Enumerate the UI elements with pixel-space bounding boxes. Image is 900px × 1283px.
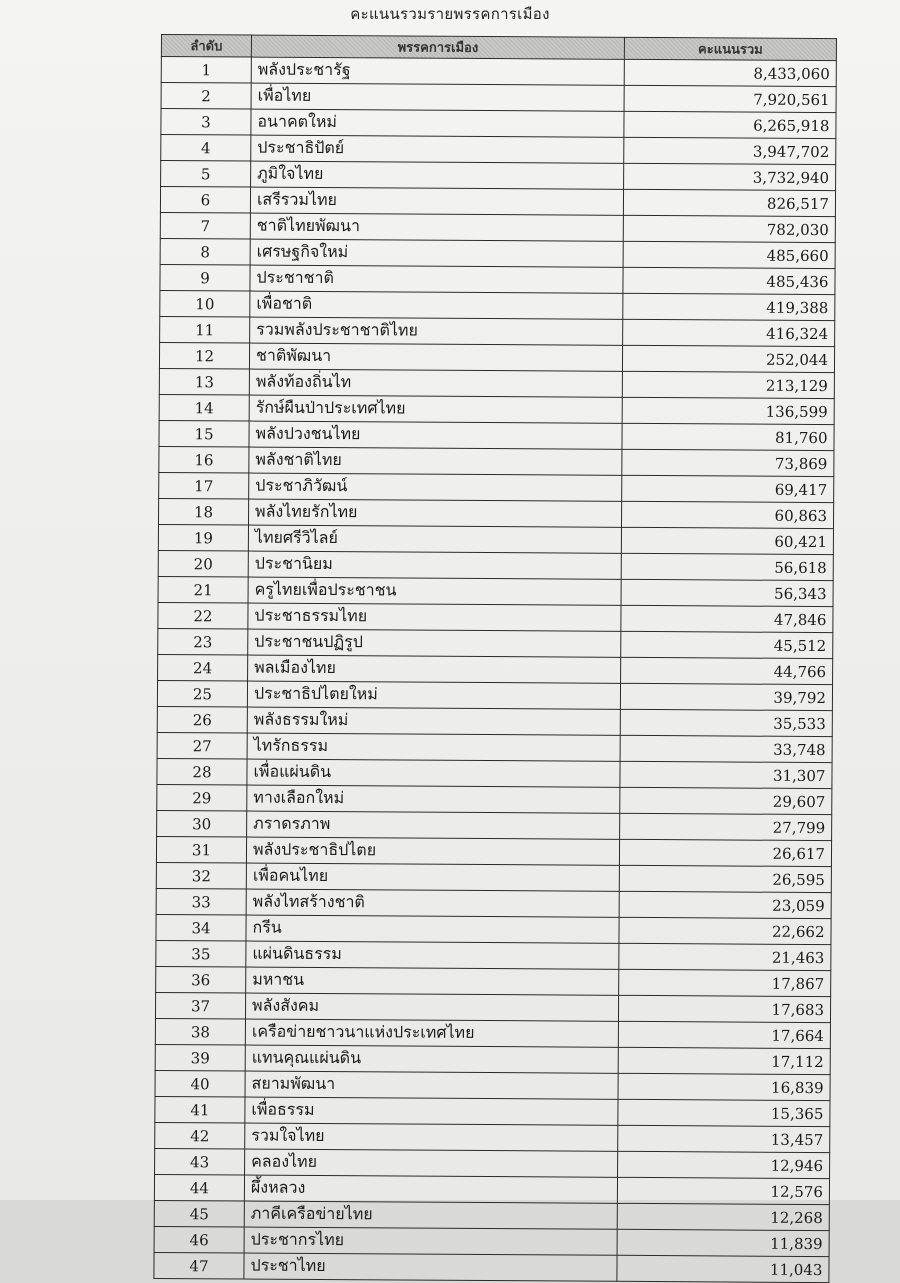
- rank-cell: 15: [159, 420, 249, 447]
- table-row: [155, 1044, 830, 1074]
- votes-cell: 3,947,702: [624, 137, 836, 164]
- table-row: [156, 914, 831, 944]
- votes-cell: 12,268: [617, 1203, 829, 1230]
- votes-cell: 23,059: [619, 891, 831, 918]
- votes-cell: 419,388: [623, 293, 835, 320]
- party-name-cell: พลังไทยรักไทย: [249, 499, 622, 527]
- table-row: [154, 1200, 829, 1230]
- rank-cell: 16: [159, 446, 249, 473]
- party-name-cell: ประชาชาติ: [250, 265, 623, 293]
- rank-cell: 35: [156, 940, 246, 967]
- rank-cell: 5: [161, 161, 251, 188]
- party-name-cell: ภูมิใจไทย: [251, 161, 624, 189]
- table-row: [155, 1018, 830, 1048]
- party-name-cell: ชาติพัฒนา: [249, 343, 622, 371]
- votes-cell: 26,617: [619, 839, 831, 866]
- votes-cell: 35,533: [620, 709, 832, 736]
- party-name-cell: พลังธรรมใหม่: [247, 707, 620, 735]
- rank-cell: 39: [155, 1044, 245, 1071]
- rank-cell: 11: [160, 316, 250, 343]
- table-row: [158, 628, 833, 658]
- rank-cell: 23: [158, 628, 248, 655]
- party-name-cell: พลังไทสร้างชาติ: [246, 889, 619, 917]
- party-name-cell: พลังปวงชนไทย: [249, 421, 622, 449]
- rank-cell: 2: [161, 83, 251, 110]
- rank-cell: 18: [159, 498, 249, 525]
- votes-cell: 7,920,561: [624, 85, 836, 112]
- votes-cell: 17,112: [618, 1047, 830, 1074]
- rank-cell: 38: [155, 1018, 245, 1045]
- table-row: [160, 316, 835, 346]
- party-name-cell: แผ่นดินธรรม: [246, 941, 619, 969]
- table-row: [154, 1252, 829, 1282]
- table-row: [154, 1174, 829, 1204]
- rank-cell: 28: [157, 758, 247, 785]
- table-row: [158, 524, 833, 554]
- party-name-cell: ไทยศรีวิไลย์: [248, 525, 621, 553]
- table-row: [157, 732, 832, 762]
- table-row: [158, 550, 833, 580]
- votes-cell: 16,839: [618, 1073, 830, 1100]
- table-row: [156, 966, 831, 996]
- party-name-cell: พลังประชาธิปไตย: [246, 837, 619, 865]
- rank-cell: 10: [160, 290, 250, 317]
- table-row: [159, 368, 834, 398]
- table-row: [154, 1226, 829, 1256]
- table-row: [155, 1148, 830, 1178]
- rank-cell: 8: [160, 238, 250, 265]
- party-name-cell: สยามพัฒนา: [245, 1071, 618, 1099]
- votes-cell: 81,760: [622, 423, 834, 450]
- votes-cell: 31,307: [620, 761, 832, 788]
- table-row: [159, 498, 834, 528]
- votes-cell: 13,457: [618, 1125, 830, 1152]
- votes-cell: 252,044: [622, 345, 834, 372]
- party-name-cell: ผึ้งหลวง: [244, 1175, 617, 1203]
- rank-cell: 24: [158, 654, 248, 681]
- party-name-cell: ประชากรไทย: [244, 1227, 617, 1255]
- party-name-cell: ทางเลือกใหม่: [247, 785, 620, 813]
- table-row: [161, 135, 836, 165]
- rank-cell: 34: [156, 914, 246, 941]
- table-row: [161, 109, 836, 139]
- party-name-cell: พลเมืองไทย: [248, 655, 621, 683]
- rank-cell: 37: [155, 992, 245, 1019]
- rank-cell: 46: [154, 1226, 244, 1253]
- party-name-cell: รักษ์ผืนป่าประเทศไทย: [249, 395, 622, 423]
- table-row: [159, 394, 834, 424]
- party-name-cell: ชาติไทยพัฒนา: [250, 213, 623, 241]
- table-row: [160, 264, 835, 294]
- votes-cell: 22,662: [619, 917, 831, 944]
- votes-cell: 12,576: [617, 1177, 829, 1204]
- table-row: [161, 83, 836, 113]
- votes-cell: 11,839: [617, 1229, 829, 1256]
- table-row: [160, 187, 835, 217]
- votes-cell: 56,618: [621, 553, 833, 580]
- table-row: [157, 758, 832, 788]
- votes-cell: 416,324: [623, 319, 835, 346]
- rank-cell: 40: [155, 1070, 245, 1097]
- table-row: [157, 784, 832, 814]
- rank-cell: 29: [157, 784, 247, 811]
- party-name-cell: รวมใจไทย: [245, 1123, 618, 1151]
- party-name-cell: ภราดรภาพ: [247, 811, 620, 839]
- votes-cell: 73,869: [622, 449, 834, 476]
- votes-cell: 6,265,918: [624, 111, 836, 138]
- table-row: [157, 680, 832, 710]
- votes-cell: 47,846: [621, 605, 833, 632]
- votes-cell: 826,517: [623, 189, 835, 216]
- votes-cell: 60,863: [621, 501, 833, 528]
- party-name-cell: เพื่อชาติ: [250, 291, 623, 319]
- votes-cell: 15,365: [618, 1099, 830, 1126]
- table-row: [158, 654, 833, 684]
- party-name-cell: ประชาภิวัฒน์: [249, 473, 622, 501]
- rank-cell: 44: [154, 1174, 244, 1201]
- rank-cell: 3: [161, 109, 251, 136]
- party-name-cell: ไทรักธรรม: [247, 733, 620, 761]
- header-votes: คะแนนรวม: [624, 37, 836, 60]
- rank-cell: 47: [154, 1252, 244, 1279]
- votes-cell: 33,748: [620, 735, 832, 762]
- party-name-cell: ครูไทยเพื่อประชาชน: [248, 577, 621, 605]
- rank-cell: 7: [160, 212, 250, 239]
- votes-cell: 136,599: [622, 397, 834, 424]
- votes-cell: 485,660: [623, 241, 835, 268]
- rank-cell: 25: [157, 680, 247, 707]
- rank-cell: 14: [159, 394, 249, 421]
- table-row: [159, 420, 834, 450]
- party-name-cell: คลองไทย: [245, 1149, 618, 1177]
- party-name-cell: แทนคุณแผ่นดิน: [245, 1045, 618, 1073]
- table-row: [156, 940, 831, 970]
- table-row: [159, 342, 834, 372]
- votes-cell: 782,030: [623, 215, 835, 242]
- votes-cell: 29,607: [620, 787, 832, 814]
- rank-cell: 26: [157, 706, 247, 733]
- rank-cell: 21: [158, 576, 248, 603]
- party-name-cell: กรีน: [246, 915, 619, 943]
- table-row: [157, 810, 832, 840]
- table-row: [160, 238, 835, 268]
- table-row: [156, 862, 831, 892]
- table-row: [159, 472, 834, 502]
- votes-cell: 3,732,940: [624, 163, 836, 190]
- party-name-cell: เศรษฐกิจใหม่: [250, 239, 623, 267]
- table-row: [155, 1122, 830, 1152]
- party-name-cell: เพื่อแผ่นดิน: [247, 759, 620, 787]
- rank-cell: 30: [157, 810, 247, 837]
- party-name-cell: พลังท้องถิ่นไท: [249, 369, 622, 397]
- votes-cell: 56,343: [621, 579, 833, 606]
- party-name-cell: ประชาไทย: [244, 1253, 617, 1281]
- rank-cell: 31: [156, 836, 246, 863]
- party-name-cell: พลังประชารัฐ: [251, 57, 624, 85]
- rank-cell: 36: [156, 966, 246, 993]
- table-row: [161, 57, 836, 87]
- table-row: [156, 888, 831, 918]
- party-name-cell: ประชาธิปไตยใหม่: [247, 681, 620, 709]
- rank-cell: 42: [155, 1122, 245, 1149]
- rank-cell: 9: [160, 264, 250, 291]
- header-rank: ลำดับ: [161, 35, 251, 58]
- party-name-cell: ประชานิยม: [248, 551, 621, 579]
- votes-cell: 69,417: [622, 475, 834, 502]
- table-row: [155, 1070, 830, 1100]
- votes-cell: 213,129: [622, 371, 834, 398]
- rank-cell: 20: [158, 550, 248, 577]
- party-name-cell: รวมพลังประชาชาติไทย: [250, 317, 623, 345]
- votes-cell: 27,799: [620, 813, 832, 840]
- party-name-cell: มหาชน: [246, 967, 619, 995]
- party-name-cell: เสรีรวมไทย: [250, 187, 623, 215]
- table-row: [155, 992, 830, 1022]
- votes-cell: 45,512: [621, 631, 833, 658]
- votes-cell: 12,946: [618, 1151, 830, 1178]
- party-name-cell: ประชาชนปฏิรูป: [248, 629, 621, 657]
- votes-cell: 11,043: [617, 1255, 829, 1282]
- votes-cell: 26,595: [619, 865, 831, 892]
- votes-cell: 44,766: [621, 657, 833, 684]
- table-row: [159, 446, 834, 476]
- rank-cell: 22: [158, 602, 248, 629]
- votes-cell: 17,664: [618, 1021, 830, 1048]
- table-row: [158, 602, 833, 632]
- header-party: พรรคการเมือง: [251, 35, 624, 59]
- rank-cell: 12: [159, 342, 249, 369]
- table-body: [154, 57, 836, 1283]
- party-votes-table: [153, 34, 837, 1283]
- rank-cell: 13: [159, 368, 249, 395]
- rank-cell: 43: [155, 1148, 245, 1175]
- table-row: [160, 212, 835, 242]
- party-name-cell: ประชาธิปัตย์: [251, 135, 624, 163]
- party-name-cell: เพื่อไทย: [251, 83, 624, 111]
- votes-cell: 39,792: [620, 683, 832, 710]
- votes-cell: 17,867: [619, 969, 831, 996]
- rank-cell: 33: [156, 888, 246, 915]
- rank-cell: 41: [155, 1096, 245, 1123]
- rank-cell: 19: [158, 524, 248, 551]
- table-row: [161, 161, 836, 191]
- party-name-cell: ภาคีเครือข่ายไทย: [244, 1201, 617, 1229]
- party-name-cell: เพื่อธรรม: [245, 1097, 618, 1125]
- party-name-cell: เพื่อคนไทย: [246, 863, 619, 891]
- rank-cell: 27: [157, 732, 247, 759]
- party-name-cell: พลังชาติไทย: [249, 447, 622, 475]
- party-name-cell: อนาคตใหม่: [251, 109, 624, 137]
- table-row: [155, 1096, 830, 1126]
- votes-cell: 60,421: [621, 527, 833, 554]
- votes-cell: 8,433,060: [624, 59, 836, 86]
- votes-cell: 17,683: [618, 995, 830, 1022]
- votes-cell: 21,463: [619, 943, 831, 970]
- table-row: [160, 290, 835, 320]
- rank-cell: 17: [159, 472, 249, 499]
- rank-cell: 4: [161, 135, 251, 162]
- rank-cell: 32: [156, 862, 246, 889]
- document-title: คะแนนรวมรายพรรคการเมือง: [350, 5, 550, 23]
- votes-cell: 485,436: [623, 267, 835, 294]
- rank-cell: 6: [160, 187, 250, 214]
- rank-cell: 45: [154, 1200, 244, 1227]
- party-name-cell: พลังสังคม: [245, 993, 618, 1021]
- party-name-cell: ประชาธรรมไทย: [248, 603, 621, 631]
- table-row: [158, 576, 833, 606]
- table-row: [156, 836, 831, 866]
- rank-cell: 1: [161, 57, 251, 84]
- table-row: [157, 706, 832, 736]
- party-name-cell: เครือข่ายชาวนาแห่งประเทศไทย: [245, 1019, 618, 1047]
